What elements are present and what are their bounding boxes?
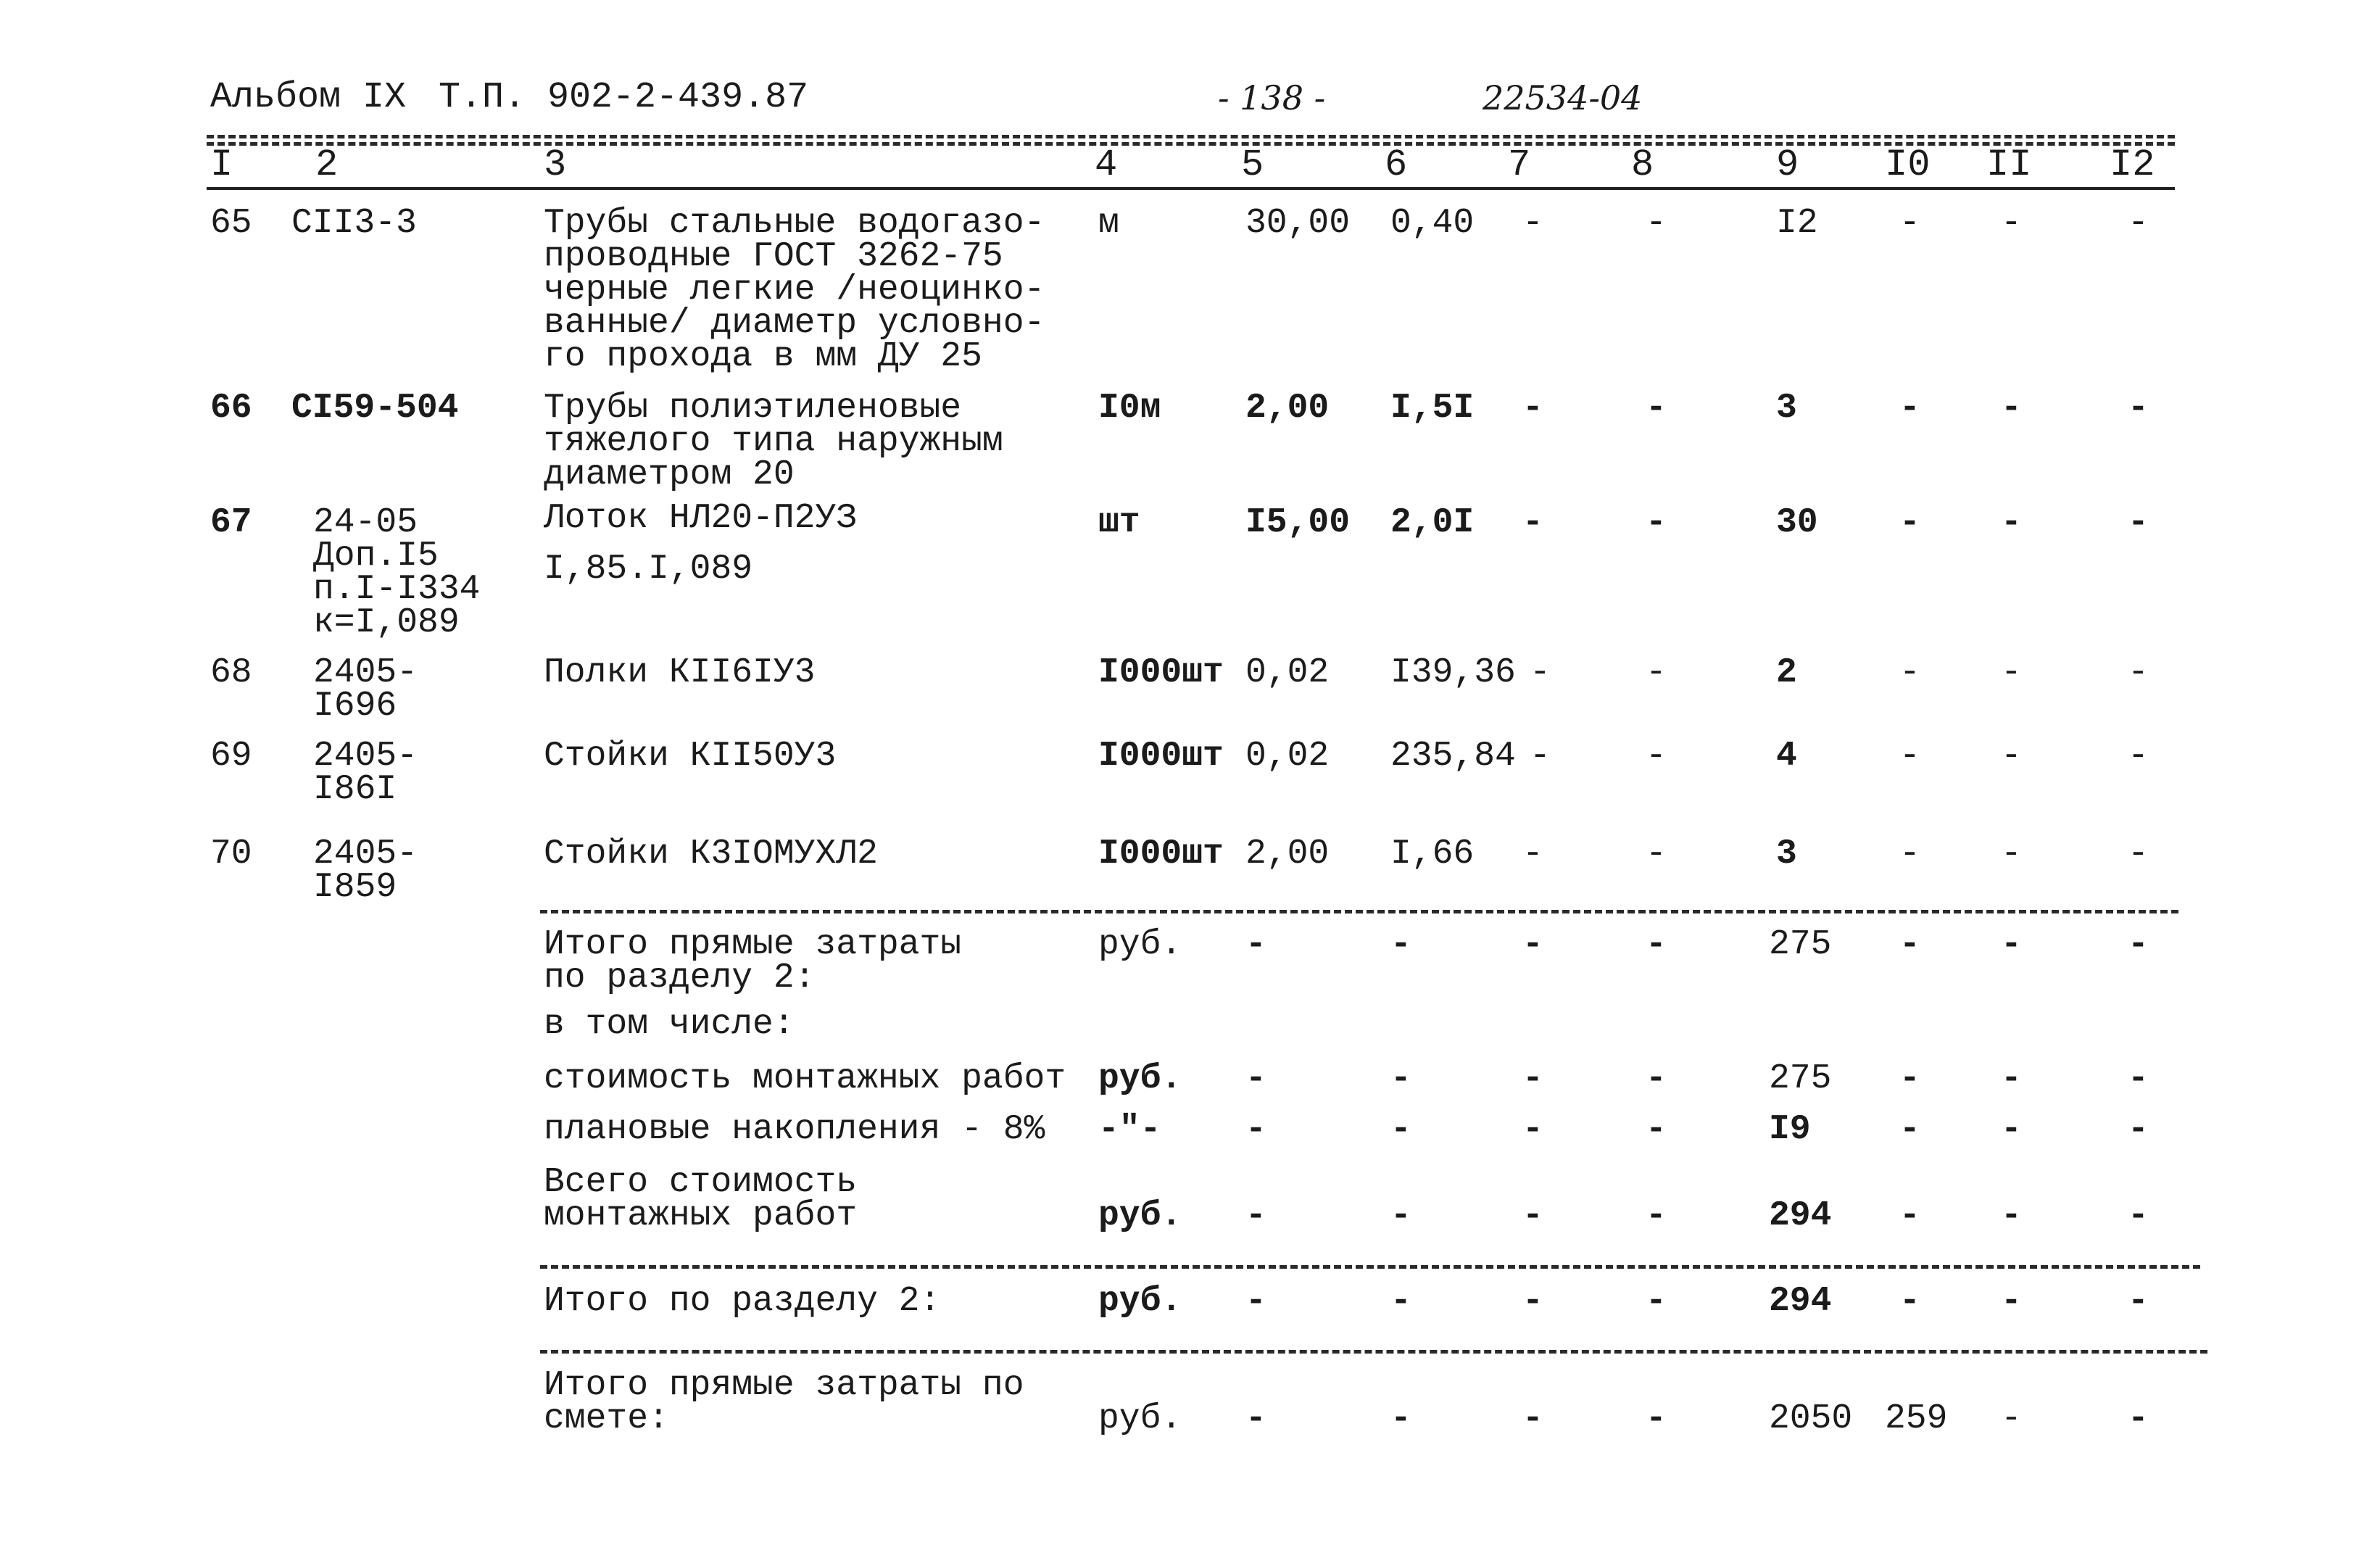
row-col7: - — [1522, 834, 1543, 874]
row-col11: - — [2001, 503, 2022, 542]
totals-unit: руб. — [1098, 1196, 1182, 1235]
col-header-4: 4 — [1095, 144, 1118, 186]
row-code: 2405- I86I — [313, 737, 418, 809]
row-code: CII3-3 — [291, 204, 417, 243]
row-col12: - — [2128, 389, 2149, 428]
row-unit: шт — [1098, 503, 1140, 542]
col-header-6: 6 — [1385, 144, 1408, 186]
row-col9: 3 — [1776, 389, 1797, 428]
row-col5: 2,00 — [1245, 389, 1330, 428]
totals-col5: - — [1245, 925, 1266, 964]
totals-col8: - — [1646, 1282, 1667, 1321]
totals-col12: - — [2128, 1059, 2149, 1098]
col-header-3: 3 — [544, 144, 567, 186]
row-col9: 4 — [1776, 737, 1797, 776]
row-col7: - — [1530, 737, 1551, 776]
totals-description: Всего стоимость монтажных работ — [544, 1163, 858, 1235]
col-header-12: I2 — [2110, 144, 2155, 186]
totals-col10: - — [1899, 1110, 1920, 1149]
totals-col12: - — [2128, 925, 2149, 964]
row-col5: 30,00 — [1245, 204, 1351, 243]
header-rule-bottom — [207, 187, 2175, 190]
totals-col6: - — [1390, 1196, 1411, 1235]
album-label: Альбом IX — [210, 77, 407, 118]
row-col8: - — [1646, 503, 1667, 542]
row-number: 70 — [210, 834, 252, 874]
header-rule-top — [207, 135, 2175, 138]
totals-col9: I9 — [1769, 1110, 1811, 1149]
totals-col10: - — [1899, 925, 1920, 964]
header-rule-top2 — [207, 142, 2175, 146]
totals-description: Итого прямые затраты по разделу 2: — [544, 925, 962, 998]
col-header-10: I0 — [1885, 144, 1931, 186]
totals-col11: - — [2001, 925, 2022, 964]
row-description: Лоток НЛ20-П2УЗ I,85.I,089 — [544, 499, 858, 589]
totals-col6: - — [1390, 1282, 1411, 1321]
totals-col5: - — [1245, 1282, 1266, 1321]
totals-description: плановые накопления - 8% — [544, 1110, 1045, 1149]
totals-col9: 294 — [1769, 1282, 1832, 1321]
totals-col7: - — [1522, 925, 1543, 964]
tp-number: Т.П. 902-2-439.87 — [439, 77, 809, 118]
col-header-5: 5 — [1241, 144, 1264, 186]
row-col9: 3 — [1776, 834, 1797, 874]
row-col7: - — [1522, 503, 1543, 542]
totals-col9: 275 — [1769, 925, 1832, 964]
row-col8: - — [1646, 834, 1667, 874]
row-col8: - — [1646, 737, 1667, 776]
row-col7: - — [1522, 204, 1543, 243]
row-unit: I000шт — [1098, 737, 1224, 776]
row-col8: - — [1646, 653, 1667, 692]
totals-col11: - — [2001, 1282, 2022, 1321]
row-col6: 235,84 — [1390, 737, 1516, 776]
estimate-separator — [540, 1350, 2207, 1354]
totals-col12: - — [2128, 1282, 2149, 1321]
totals-col8: - — [1646, 1399, 1667, 1438]
col-header-8: 8 — [1631, 144, 1654, 186]
row-col6: 0,40 — [1390, 204, 1475, 243]
totals-col10: - — [1899, 1059, 1920, 1098]
row-code: 2405- I859 — [313, 834, 418, 907]
totals-col9: 294 — [1769, 1196, 1832, 1235]
row-unit: I000шт — [1098, 834, 1224, 874]
totals-col7: - — [1522, 1110, 1543, 1149]
row-col5: 0,02 — [1245, 653, 1330, 692]
totals-col8: - — [1646, 1110, 1667, 1149]
row-col7: - — [1530, 653, 1551, 692]
totals-col10: 259 — [1885, 1399, 1948, 1438]
totals-col8: - — [1646, 1196, 1667, 1235]
totals-col8: - — [1646, 925, 1667, 964]
row-col9: 30 — [1776, 503, 1818, 542]
totals-col11: - — [2001, 1110, 2022, 1149]
totals-separator — [540, 910, 2178, 913]
row-description: Трубы стальные водогазо- проводные ГОСТ 3262-75 черные легкие /неоцинко- ванные/ диаметр условно- го прохода в мм ДУ 25 — [544, 204, 1045, 376]
row-col6: I39,36 — [1390, 653, 1516, 692]
row-col9: I2 — [1776, 204, 1818, 243]
row-col10: - — [1899, 737, 1920, 776]
totals-description: Итого по разделу 2: — [544, 1282, 941, 1321]
totals-col10: - — [1899, 1196, 1920, 1235]
totals-description: стоимость монтажных работ — [544, 1059, 1066, 1098]
col-header-1: I — [210, 144, 233, 186]
row-number: 66 — [210, 389, 252, 428]
totals-col5: - — [1245, 1059, 1266, 1098]
row-col10: - — [1899, 834, 1920, 874]
totals-col12: - — [2128, 1399, 2149, 1438]
row-col11: - — [2001, 737, 2022, 776]
totals-description: Итого прямые затраты по смете: — [544, 1366, 1024, 1438]
totals-unit: руб. — [1098, 1282, 1182, 1321]
row-code: 2405- I696 — [313, 653, 418, 726]
row-col6: I,66 — [1390, 834, 1475, 874]
row-col10: - — [1899, 204, 1920, 243]
row-code: 24-05 Доп.I5 п.I-I334 к=I,089 — [313, 503, 481, 642]
row-col11: - — [2001, 389, 2022, 428]
row-number: 69 — [210, 737, 252, 776]
row-col10: - — [1899, 389, 1920, 428]
totals-description: в том числе: — [544, 1005, 795, 1044]
totals-col7: - — [1522, 1282, 1543, 1321]
row-col8: - — [1646, 389, 1667, 428]
section-separator — [540, 1265, 2200, 1269]
row-col12: - — [2128, 503, 2149, 542]
row-col5: I5,00 — [1245, 503, 1351, 542]
totals-col12: - — [2128, 1196, 2149, 1235]
totals-col7: - — [1522, 1399, 1543, 1438]
row-col12: - — [2128, 653, 2149, 692]
row-col11: - — [2001, 653, 2022, 692]
totals-unit: -"- — [1098, 1110, 1161, 1149]
row-col12: - — [2128, 834, 2149, 874]
row-col6: 2,0I — [1390, 503, 1475, 542]
totals-col6: - — [1390, 925, 1411, 964]
row-col7: - — [1522, 389, 1543, 428]
col-header-2: 2 — [315, 144, 339, 186]
row-col12: - — [2128, 737, 2149, 776]
row-unit: I000шт — [1098, 653, 1224, 692]
totals-unit: руб. — [1098, 1059, 1182, 1098]
row-number: 68 — [210, 653, 252, 692]
row-description: Полки КII6IУ3 — [544, 653, 816, 692]
totals-unit: руб. — [1098, 1399, 1182, 1438]
row-col9: 2 — [1776, 653, 1797, 692]
totals-col10: - — [1899, 1282, 1920, 1321]
totals-col8: - — [1646, 1059, 1667, 1098]
totals-col11: - — [2001, 1399, 2022, 1438]
row-description: Трубы полиэтиленовые тяжелого типа наружным диаметром 20 — [544, 389, 1003, 494]
doc-number: 22534-04 — [1483, 78, 1643, 117]
totals-col11: - — [2001, 1196, 2022, 1235]
totals-col11: - — [2001, 1059, 2022, 1098]
row-description: Стойки К3IОМУХЛ2 — [544, 834, 878, 874]
row-col12: - — [2128, 204, 2149, 243]
row-number: 65 — [210, 204, 252, 243]
row-description: Стойки КII50У3 — [544, 737, 837, 776]
totals-col7: - — [1522, 1059, 1543, 1098]
col-header-7: 7 — [1508, 144, 1531, 186]
totals-col12: - — [2128, 1110, 2149, 1149]
row-col11: - — [2001, 204, 2022, 243]
col-header-9: 9 — [1776, 144, 1799, 186]
row-col10: - — [1899, 503, 1920, 542]
row-col10: - — [1899, 653, 1920, 692]
col-header-11: II — [1986, 144, 2032, 186]
totals-col9: 275 — [1769, 1059, 1832, 1098]
totals-col6: - — [1390, 1059, 1411, 1098]
row-col5: 0,02 — [1245, 737, 1330, 776]
totals-col9: 2050 — [1769, 1399, 1853, 1438]
totals-col6: - — [1390, 1110, 1411, 1149]
row-col6: I,5I — [1390, 389, 1475, 428]
row-col8: - — [1646, 204, 1667, 243]
totals-col6: - — [1390, 1399, 1411, 1438]
row-col11: - — [2001, 834, 2022, 874]
totals-col7: - — [1522, 1196, 1543, 1235]
row-unit: м — [1098, 204, 1119, 243]
totals-unit: руб. — [1098, 925, 1182, 964]
totals-col5: - — [1245, 1110, 1266, 1149]
row-col5: 2,00 — [1245, 834, 1330, 874]
page-number: - 138 - — [1218, 78, 1326, 117]
row-unit: I0м — [1098, 389, 1161, 428]
row-number: 67 — [210, 503, 252, 542]
row-code: CI59-504 — [291, 389, 459, 428]
totals-col5: - — [1245, 1196, 1266, 1235]
totals-col5: - — [1245, 1399, 1266, 1438]
